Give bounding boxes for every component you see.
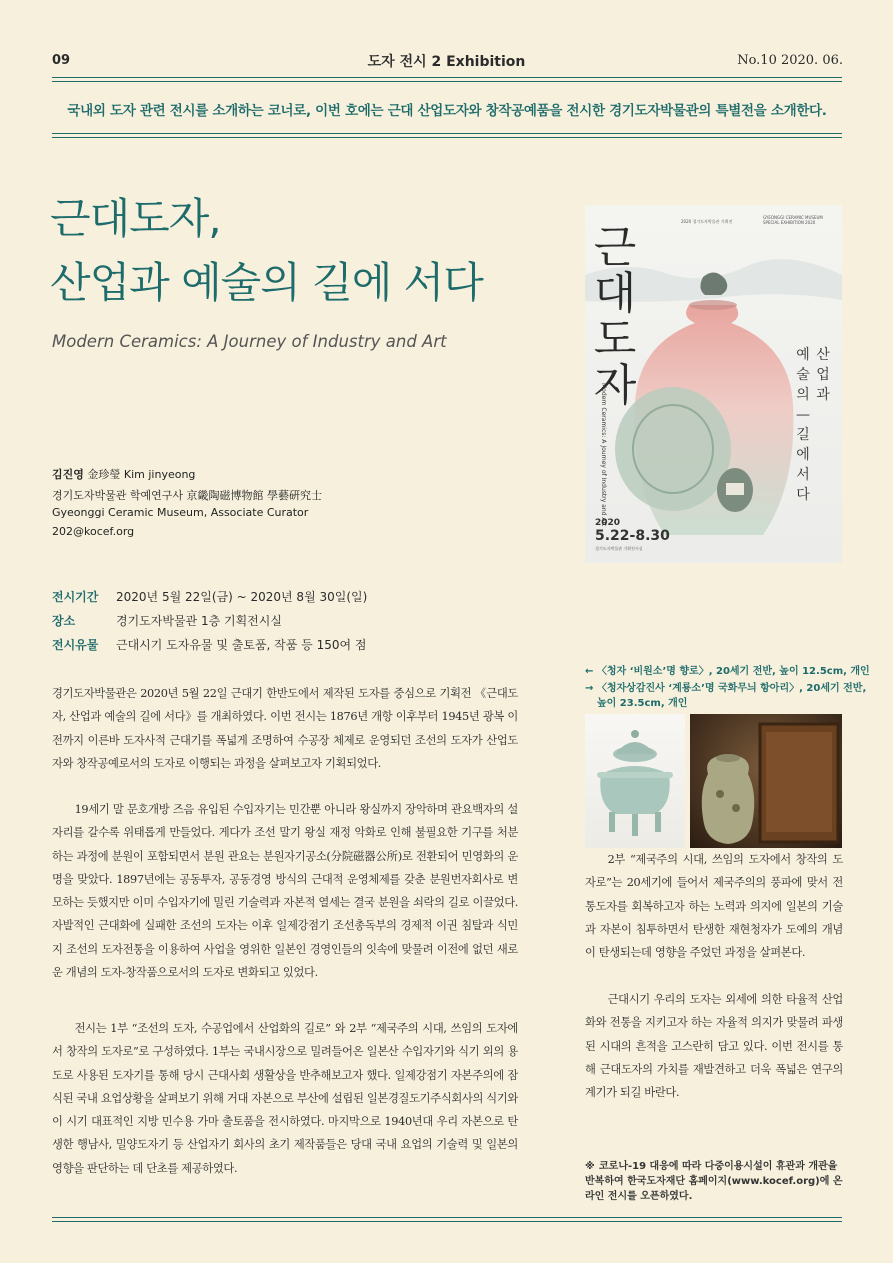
info-row-items (52, 636, 367, 653)
subtitle-en: Modern Ceramics: A Journey of Industry and Art (52, 332, 447, 351)
body-paragraph-1: 경기도자박물관은 2020년 5월 22일 근대기 한반도에서 제작된 도자를 중심으로 기획전 《근대도자, 산업과 예술의 길에 서다》를 개최하였다. 이번 전시는 1876년 개항 이후부터 1945년 광복 이전까지 이른바 도자사적 근대기를 폭넓게 조명하여 수공장 체제로 운영되던 조선의 도자가 산업도자와 창작공예로서의 도자로 이행되는 과정을 살펴보고자 기획되었다. (52, 687, 518, 770)
notice-text: 코로나-19 대응에 따라 다중이용시설이 휴관과 개관을 반복하여 한국도자재단 홈페이지(www.kocef.org)에 온라인 전시를 오픈하였다. (585, 1161, 843, 1202)
caption-1: ← 〈청자 ‘비원소’명 향로〉, 20세기 전반, 높이 12.5cm, 개인 (585, 666, 870, 677)
header-rule (52, 77, 842, 82)
author-name-line (52, 466, 195, 482)
notice-mark: ※ (585, 1161, 595, 1172)
info-value: 경기도자박물관 1층 기획전시실 (116, 614, 282, 628)
author-affiliation-en: Gyeonggi Ceramic Museum, Associate Curator (52, 506, 309, 519)
title-line-2: 산업과 예술의 길에 서다 (50, 258, 483, 307)
title-line-1: 근대도자, (50, 194, 221, 243)
poster-venue: 경기도자박물관 기획전시실 (595, 546, 643, 551)
poster-top-right: GYEONGGI CERAMIC MUSEUM SPECIAL EXHIBITION 2020 (763, 215, 823, 225)
exhibition-poster (585, 205, 842, 563)
poster-main-title: 근 대 도 자 (593, 222, 637, 411)
caption-2: → 〈청자상감진사 ‘계룡소’명 국화무늬 항아리〉, 20세기 전반, (585, 683, 867, 694)
poster-year: 2020 (595, 518, 621, 528)
photo-celadon-incense-burner (585, 714, 685, 848)
poster-dates: 5.22-8.30 (595, 528, 670, 544)
info-row-period (52, 588, 367, 605)
poster-subtitle-en: Modern Ceramics: A Journey of Industry and Art (600, 383, 607, 527)
intro-rule (52, 133, 842, 138)
info-label: 장소 (52, 614, 76, 628)
incense-burner-illustration (585, 714, 685, 848)
author-name-hanja-en: 金珍瑩 Kim jinyeong (87, 468, 196, 481)
body-paragraph-4: 2부 “제국주의 시대, 쓰임의 도자에서 창작의 도자로”는 20세기에 들어서 제국주의의 풍파에 맞서 전통도자를 회복하고자 하는 노력과 의지에 일본의 기술과 자본이 침투하면서 탄생한 재현청자가 도예의 개념이 탄생되는데 영향을 주었던 과정을 살펴본다. (585, 853, 843, 960)
caption-3: 높이 23.5cm, 개인 (597, 698, 688, 709)
notice (585, 1159, 843, 1204)
info-value: 근대시기 도자유물 및 출토품, 작품 등 150여 점 (116, 638, 367, 652)
body-paragraph-3: 전시는 1부 “조선의 도자, 수공업에서 산업화의 길로” 와 2부 “제국주의 시대, 쓰임의 도자에서 창작의 도자로”로 구성하였다. 1부는 국내시장으로 밀려들어온 일본산 수입자기와 식기 외의 용도로 사용된 도자기를 통해 당시 근대사회 생활상을 반추해보고자 했다. 일제강점기 자본주의에 잠식된 국내 요업상황을 살펴보기 위해 거대 자본으로 부산에 설립된 일본경질도기주식회사의 식기와 이 시기 대표적인 지방 민수용 가마 출토품을 전시하였다. 마지막으로 1940년대 우리 자본으로 탄생한 행남사, 밀양도자기 등 산업자기 회사의 초기 제작품들은 당대 국내 요업의 기술력 및 일본의 영향을 판단하는 데 단초를 제공하였다. (52, 1022, 518, 1175)
poster-right-column-1: 산 업 과 (816, 347, 830, 403)
poster-right-column-2: 예 술 의 — 길 에 서 다 (796, 347, 810, 503)
body-paragraph-2: 19세기 말 문호개방 즈음 유입된 수입자기는 민간뿐 아니라 왕실까지 장악하며 관요백자의 설 자리를 갈수록 위태롭게 만들었다. 게다가 조선 말기 왕실 재정 악화로 인해 불필요한 기구를 처분하는 과정에 분원이 포함되면서 분원 관요는 분원자기공소(分院磁器公所)로 전환되어 민영화의 운명을 맞았다. 1897년에는 공동투자, 공동경영 방식의 근대적 운영체제를 갖춘 분원번자회사로 변모하는 듯했지만 이미 수입자기에 밀린 기술력과 자본적 열세는 결국 분원을 쇠락의 길로 이끌었다. 자발적인 근대화에 실패한 조선의 도자는 이후 일제강점기 조선총독부의 경제적 이권 침탈과 식민지 조선의 도자전통을 이용하여 사업을 영위한 일본인 경영인들의 잇속에 맞물려 이전에 없던 새로운 개념의 도자-창작품으로서의 도자로 변화되고 있었다. (52, 803, 518, 980)
jar-and-box-illustration (690, 714, 842, 848)
issue-info: No.10 2020. 06. (737, 53, 843, 68)
author-affiliation-kr: 경기도자박물관 학예연구사 京畿陶磁博物館 學藝硏究士 (52, 489, 322, 502)
info-label: 전시기간 (52, 590, 99, 604)
body-paragraph-5: 근대시기 우리의 도자는 외세에 의한 타율적 산업화와 전통을 지키고자 하는 자율적 의지가 맞물려 파생된 시대의 흔적을 고스란히 담고 있다. 이번 전시를 통해 근대도자의 가치를 재발견하고 더욱 폭넓은 연구의 계기가 되길 바란다. (585, 993, 843, 1100)
poster-top-left: 2020 경기도자박물관 기획전 (681, 219, 733, 224)
photo-celadon-jar-with-box (690, 714, 842, 848)
footer-rule (52, 1217, 842, 1222)
info-row-venue (52, 612, 282, 629)
page-number: 09 (52, 53, 71, 68)
author-email[interactable]: 202@kocef.org (52, 525, 135, 538)
author-name: 김진영 (52, 468, 84, 481)
info-label: 전시유물 (52, 638, 99, 652)
section-title: 도자 전시 2 Exhibition (367, 54, 526, 70)
info-value: 2020년 5월 22일(금) ~ 2020년 8월 30일(일) (116, 590, 368, 604)
intro-text: 국내외 도자 관련 전시를 소개하는 코너로, 이번 호에는 근대 산업도자와 창작공예품을 전시한 경기도자박물관의 특별전을 소개한다. (67, 103, 827, 119)
